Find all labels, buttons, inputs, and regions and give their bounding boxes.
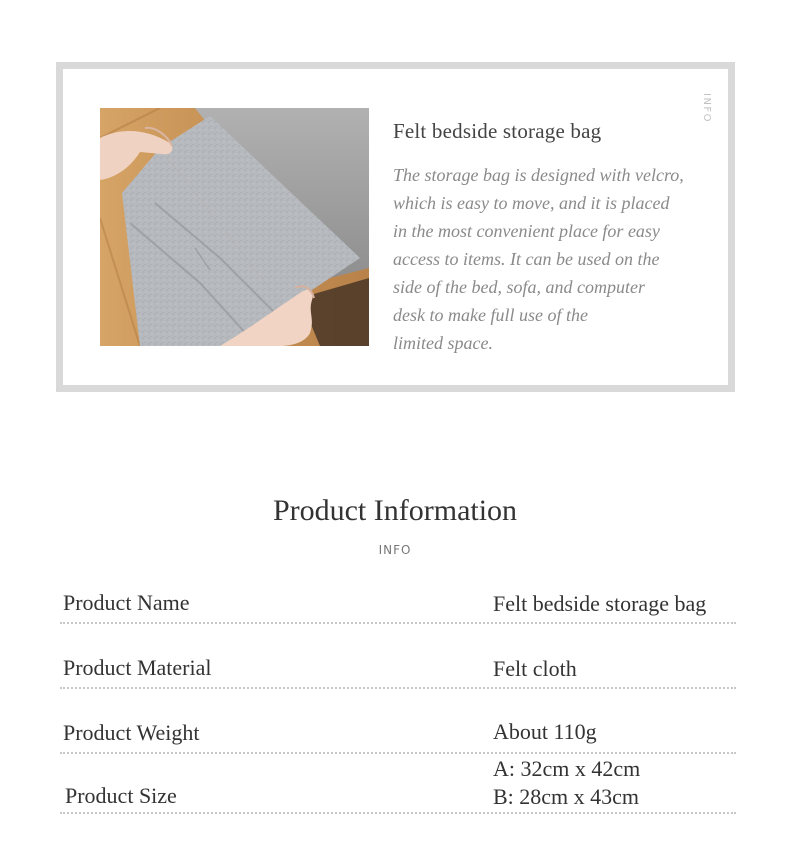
info-row-weight <box>60 716 736 754</box>
row-value-line: A: 32cm x 42cm <box>493 756 641 781</box>
product-card <box>56 62 735 392</box>
row-value <box>493 755 640 811</box>
row-label: Product Size <box>65 783 177 808</box>
row-value <box>493 655 577 683</box>
card-description <box>393 161 728 357</box>
description-line: which is easy to move, and it is placed <box>393 193 670 213</box>
row-label: Product Material <box>63 655 212 680</box>
row-value-line: Felt bedside storage bag <box>493 591 707 616</box>
info-row-material <box>60 652 736 689</box>
row-label: Product Weight <box>63 720 200 745</box>
info-row-size <box>60 755 736 814</box>
card-title: Felt bedside storage bag <box>393 119 602 143</box>
row-label: Product Name <box>63 590 190 615</box>
description-line: in the most convenient place for easy <box>393 221 660 241</box>
row-value <box>493 718 597 746</box>
row-value-line: Felt cloth <box>493 656 577 681</box>
description-line: desk to make full use of the <box>393 305 588 325</box>
row-value-line: B: 28cm x 43cm <box>493 784 640 809</box>
product-photo-illustration <box>100 108 369 346</box>
product-photo <box>100 108 369 346</box>
row-value <box>493 590 706 618</box>
description-line: The storage bag is designed with velcro, <box>393 165 684 185</box>
section-subtitle: INFO <box>378 543 412 557</box>
description-line: limited space. <box>393 333 493 353</box>
row-value-line: About 110g <box>493 719 597 744</box>
side-info-label: INFO <box>701 93 712 124</box>
description-line: access to items. It can be used on the <box>393 249 660 269</box>
description-line: side of the bed, sofa, and computer <box>393 277 645 297</box>
section-title: Product Information <box>272 494 518 527</box>
info-row-name <box>60 588 736 624</box>
